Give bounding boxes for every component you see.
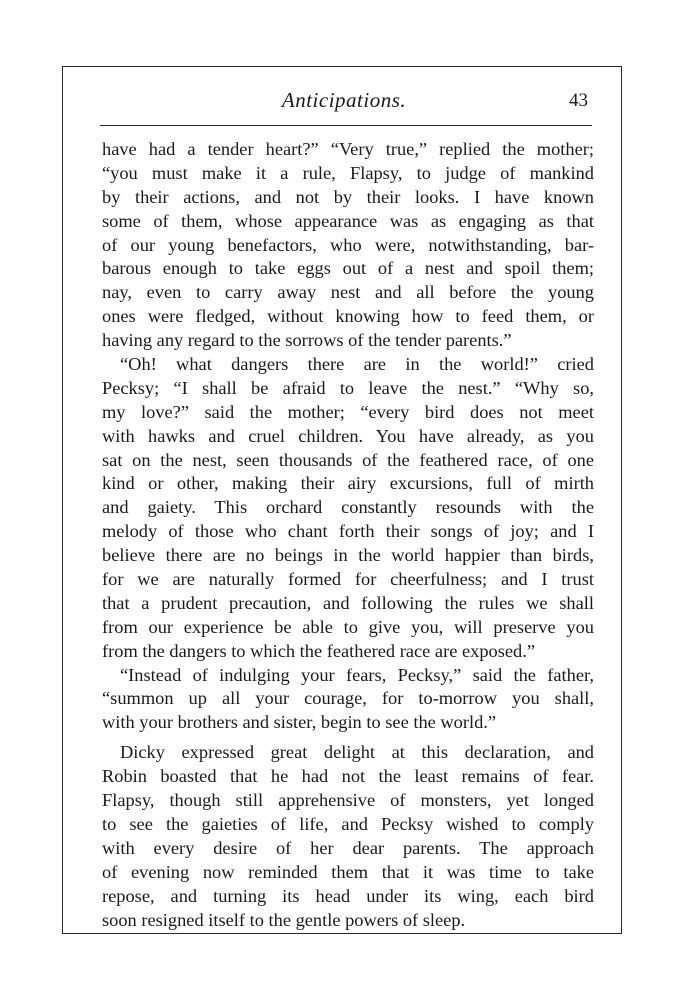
text-line: with your brothers and sister, begin to see the world.” bbox=[102, 712, 497, 733]
text-line: have had a tender heart?” “Very true,” replied the mother; bbox=[102, 139, 594, 159]
text-line: from the dangers to which the feathered race are exposed.” bbox=[102, 640, 535, 661]
text-line: “summon up all your courage, for to-morrow you shall, bbox=[102, 688, 594, 709]
paragraph bbox=[102, 353, 594, 664]
text-line: of our young benefactors, who were, notwithstanding, bar- bbox=[102, 234, 594, 255]
text-line: nay, even to carry away nest and all before the young bbox=[102, 282, 594, 303]
text-line: “Oh! what dangers there are in the world!” cried bbox=[120, 354, 594, 375]
text-line: “you must make it a rule, Flapsy, to judge of mankind bbox=[102, 162, 594, 183]
body-text bbox=[102, 138, 594, 932]
text-line: to see the gaieties of life, and Pecksy wished to comply bbox=[102, 813, 594, 834]
text-line: by their actions, and not by their looks. I have known bbox=[102, 186, 594, 207]
text-line: Dicky expressed great delight at this declaration, and bbox=[120, 742, 594, 763]
text-line: “Instead of indulging your fears, Pecksy,” said the father, bbox=[120, 664, 594, 685]
text-line: with hawks and cruel children. You have already, as you bbox=[102, 425, 594, 446]
text-line: that a prudent precaution, and following the rules we shall bbox=[102, 592, 594, 613]
header-rule bbox=[100, 125, 592, 126]
text-line: soon resigned itself to the gentle powers of sleep. bbox=[102, 909, 466, 930]
text-line: melody of those who chant forth their songs of joy; and I bbox=[102, 521, 594, 542]
text-line: having any regard to the sorrows of the tender parents.” bbox=[102, 330, 512, 351]
text-line: from our experience be able to give you, will preserve you bbox=[102, 616, 594, 637]
text-line: my love?” said the mother; “every bird does not meet bbox=[102, 401, 594, 422]
text-line: for we are naturally formed for cheerfulness; and I trust bbox=[102, 569, 594, 590]
text-line: Flapsy, though still apprehensive of monsters, yet longed bbox=[102, 790, 594, 811]
text-line: Pecksy; “I shall be afraid to leave the nest.” “Why so, bbox=[102, 377, 594, 398]
text-line: sat on the nest, seen thousands of the feathered race, of one bbox=[102, 449, 594, 470]
running-header bbox=[100, 88, 588, 116]
text-line: and gaiety. This orchard constantly resounds with the bbox=[102, 497, 594, 518]
text-line: believe there are no beings in the world happier than birds, bbox=[102, 545, 594, 566]
paragraph bbox=[102, 664, 594, 736]
text-line: repose, and turning its head under its wing, each bird bbox=[102, 885, 594, 906]
text-line: ones were fledged, without knowing how to feed them, or bbox=[102, 306, 594, 327]
paragraph bbox=[102, 138, 594, 353]
text-line: barous enough to take eggs out of a nest and spoil them; bbox=[102, 258, 594, 279]
page-number: 43 bbox=[569, 90, 588, 111]
text-line: of evening now reminded them that it was time to take bbox=[102, 861, 594, 882]
text-line: kind or other, making their airy excursions, full of mirth bbox=[102, 473, 594, 494]
running-head-title: Anticipations. bbox=[281, 88, 407, 112]
text-line: Robin boasted that he had not the least remains of fear. bbox=[102, 766, 594, 787]
text-line: some of them, whose appearance was as engaging as that bbox=[102, 210, 594, 231]
paragraph bbox=[102, 741, 594, 932]
text-line: with every desire of her dear parents. The approach bbox=[102, 837, 594, 858]
